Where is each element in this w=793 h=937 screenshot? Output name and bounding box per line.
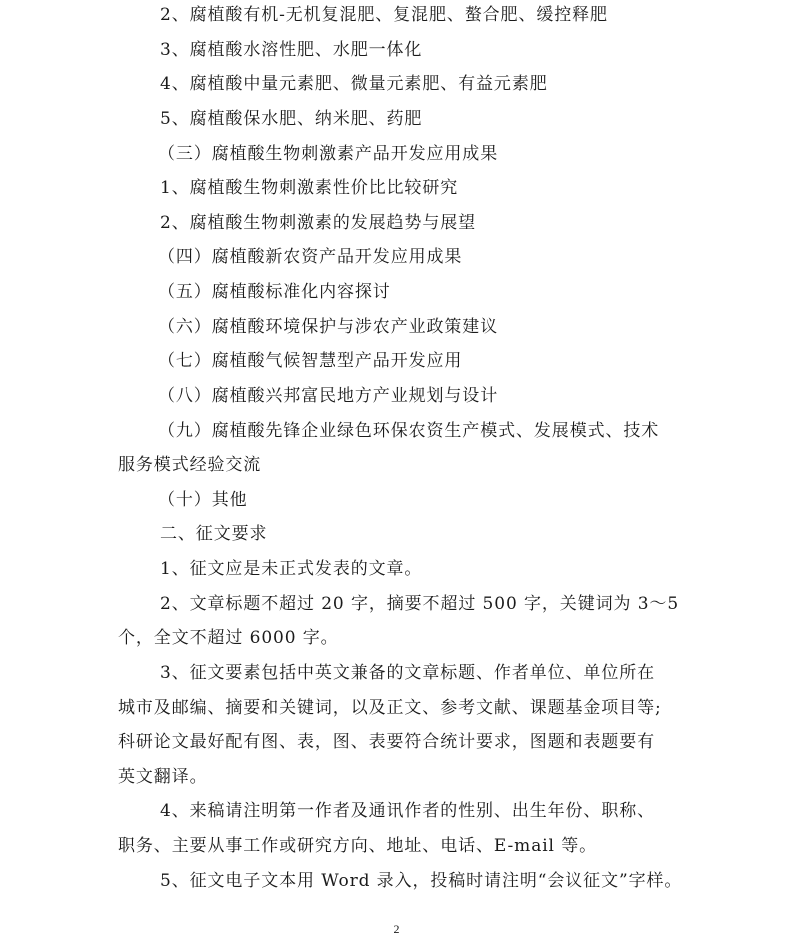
section-heading: （六）腐植酸环境保护与涉农产业政策建议 <box>158 317 499 337</box>
text-line: 3、征文要素包括中英文兼备的文章标题、作者单位、单位所在 <box>160 663 656 683</box>
section-heading: （五）腐植酸标准化内容探讨 <box>158 282 391 302</box>
section-heading: （十）其他 <box>158 490 248 510</box>
text-line: 4、来稿请注明第一作者及通讯作者的性别、出生年份、职称、 <box>160 801 656 821</box>
text-line: 2、腐植酸有机-无机复混肥、复混肥、螯合肥、缓控释肥 <box>160 5 608 25</box>
text-line: 城市及邮编、摘要和关键词，以及正文、参考文献、课题基金项目等; <box>118 698 662 718</box>
section-heading: 二、征文要求 <box>160 524 268 544</box>
section-heading: （八）腐植酸兴邦富民地方产业规划与设计 <box>158 386 499 406</box>
text-line: 1、征文应是未正式发表的文章。 <box>160 559 423 579</box>
section-heading: （七）腐植酸气候智慧型产品开发应用 <box>158 351 463 371</box>
text-line: 个，全文不超过 6000 字。 <box>118 628 339 648</box>
section-heading: （四）腐植酸新农资产品开发应用成果 <box>158 247 463 267</box>
text-line: 1、腐植酸生物刺激素性价比比较研究 <box>160 178 459 198</box>
text-line: 服务模式经验交流 <box>118 455 262 475</box>
text-line: 5、腐植酸保水肥、纳米肥、药肥 <box>160 109 423 129</box>
text-line: 5、征文电子文本用 Word 录入，投稿时请注明“会议征文”字样。 <box>160 871 683 891</box>
text-line: 职务、主要从事工作或研究方向、地址、电话、E-mail 等。 <box>118 836 598 856</box>
page-number: 2 <box>393 922 400 936</box>
section-heading: （九）腐植酸先锋企业绿色环保农资生产模式、发展模式、技术 <box>158 421 660 441</box>
text-line: 2、文章标题不超过 20 字，摘要不超过 500 字，关键词为 3～5 <box>160 594 680 614</box>
text-line: 英文翻译。 <box>118 767 208 787</box>
section-heading: （三）腐植酸生物刺激素产品开发应用成果 <box>158 144 499 164</box>
text-line: 3、腐植酸水溶性肥、水肥一体化 <box>160 40 423 60</box>
text-line: 4、腐植酸中量元素肥、微量元素肥、有益元素肥 <box>160 74 548 94</box>
text-line: 科研论文最好配有图、表，图、表要符合统计要求，图题和表题要有 <box>118 732 655 752</box>
text-line: 2、腐植酸生物刺激素的发展趋势与展望 <box>160 213 477 233</box>
